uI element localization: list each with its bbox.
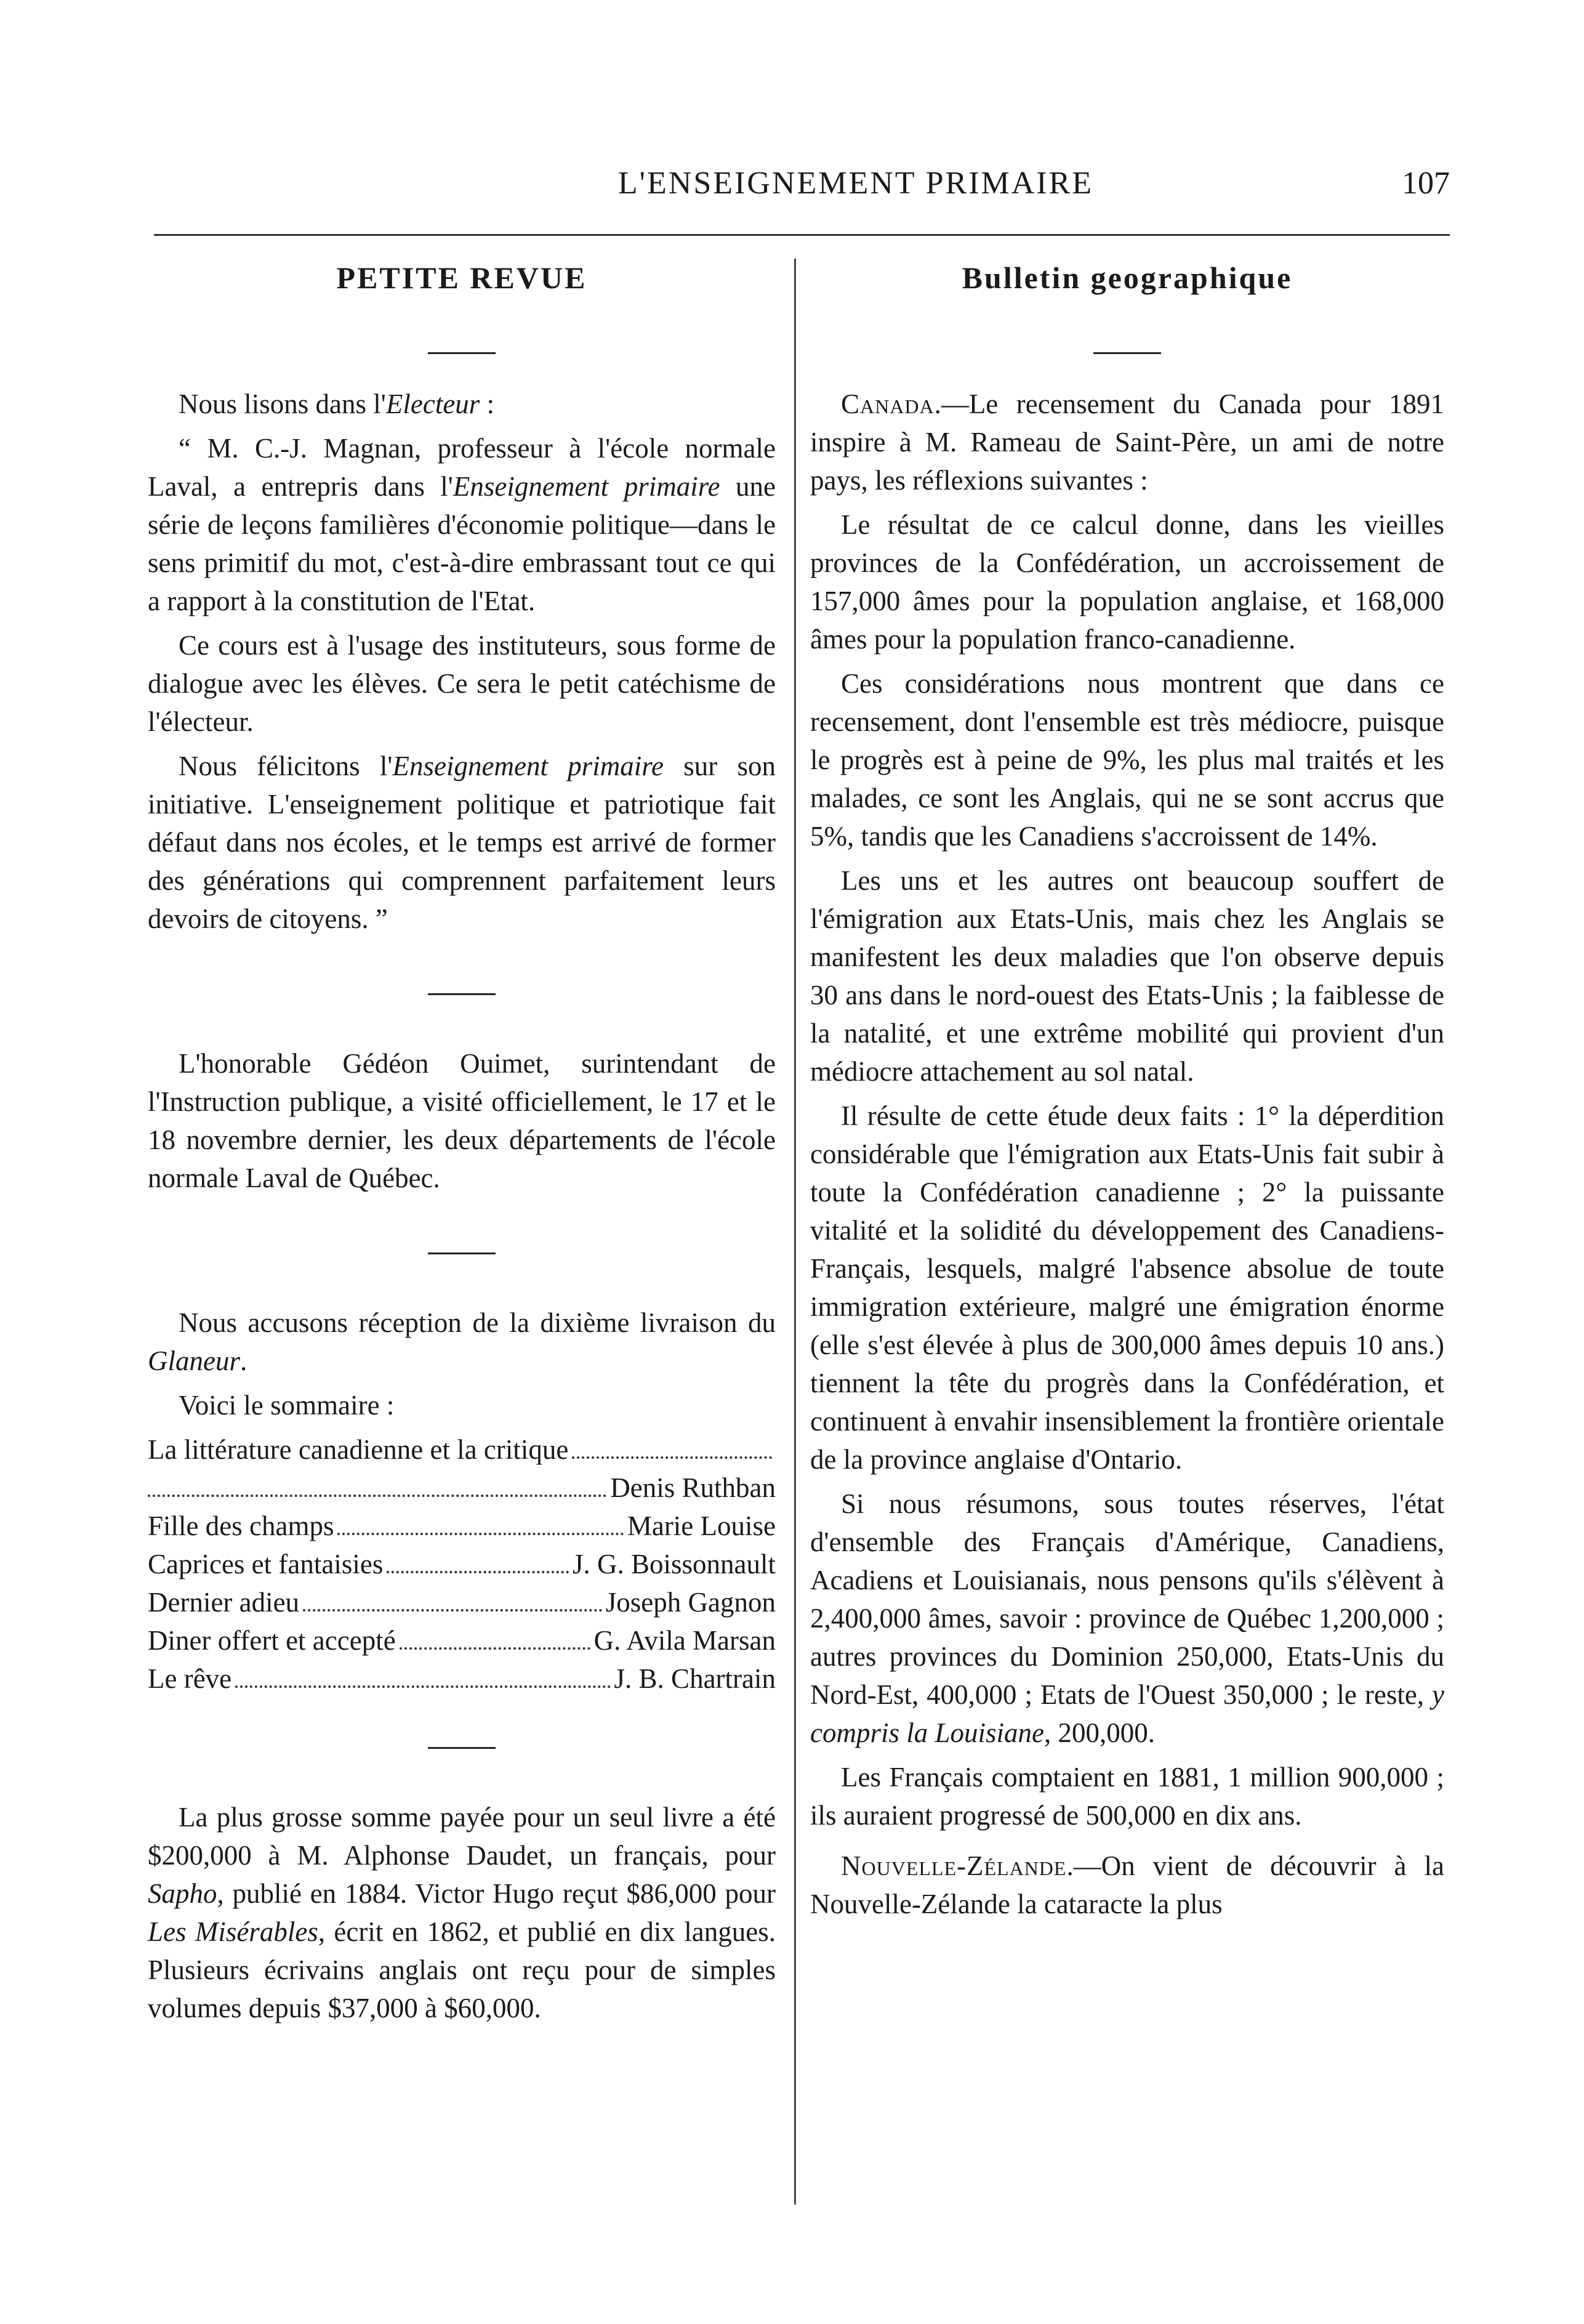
italic-text: Glaneur — [148, 1346, 240, 1376]
running-title: L'ENSEIGNEMENT PRIMAIRE — [617, 166, 1094, 201]
paragraph — [810, 1485, 1444, 1752]
text: , publié en 1884. Victor Hugo reçut $86,000 pour — [217, 1878, 776, 1909]
leader-dots — [387, 1571, 569, 1573]
text: La plus grosse somme payée pour un seul livre a été $200,000 à M. Alphonse Daudet, un français, pour — [148, 1802, 776, 1871]
italic-text: Sapho — [148, 1878, 217, 1909]
toc-title: Dernier adieu — [148, 1587, 300, 1618]
leader-dots — [303, 1609, 602, 1612]
leader-dots — [572, 1456, 772, 1459]
paragraph: Les Français comptaient en 1881, 1 million 900,000 ; ils auraient progressé de 500,000 en dix ans. — [810, 1762, 1444, 1831]
paragraph: L'honorable Gédéon Ouimet, surintendant de l'Instruction publique, a visité officiellement, le 17 et le 18 novembre dernier, les deux départements de l'école normale Laval de Québec. — [148, 1048, 776, 1193]
toc-entry — [148, 1545, 776, 1583]
italic-text: Les Misérables — [148, 1916, 318, 1947]
text: une série de leçons familières d'économie politique—dans le sens primitif du mot, c'est-à-dire embrassant tout ce qui a rapport à la constitution de l'Etat. — [148, 471, 776, 616]
text: sur son initiative. L'enseignement politique et patriotique fait défaut dans nos écoles, et le temps est arrivé de former des générations qui comprennent parfaitement leurs devoirs de citoyens. ” — [148, 751, 776, 934]
toc-author: J. B. Chartrain — [614, 1663, 776, 1694]
table-of-contents — [148, 1430, 776, 1698]
paragraph: Il résulte de cette étude deux faits : 1° la déperdition considérable que l'émigration aux Etats-Unis fait subir à toute la Confédération canadienne ; 2° la puissante vitalité et la solidité du développement des Canadiens-Français, lesquels, malgré l'absence absolue de toute immigration extérieure, malgré une émigration énorme (elle s'est élevée à plus de 300,000 âmes depuis 10 ans.) tiennent la tête du progrès dans la Confédération, et continuent à envahir insensiblement la frontière orientale de la province anglaise d'Ontario. — [810, 1100, 1444, 1475]
paragraph: Les uns et les autres ont beaucoup souffert de l'émigration aux Etats-Unis, mais chez les Anglais se manifestent les deux maladies que l'on observe depuis 30 ans dans le nord-ouest des Etats-Unis ; la faiblesse de la natalité, et une extrême mobilité qui provient d'un médiocre attachement au sol natal. — [810, 865, 1444, 1087]
leader-dots — [235, 1685, 610, 1688]
text: , 200,000. — [1044, 1717, 1156, 1748]
page-number: 107 — [1402, 166, 1450, 201]
text: “ M. C.-J. Magnan, professeur à l'école normale Laval, a entrepris dans l' — [148, 433, 776, 502]
left-column — [148, 259, 776, 2033]
text: : — [480, 389, 495, 419]
paragraph — [148, 747, 776, 938]
text: Nous félicitons l' — [179, 751, 393, 781]
small-caps-text: Canada — [841, 389, 935, 419]
italic-text: Enseignement primaire — [392, 751, 664, 781]
toc-author: Marie Louise — [627, 1511, 776, 1541]
italic-text: Electeur — [385, 389, 480, 419]
toc-author: Joseph Gagnon — [605, 1587, 776, 1618]
toc-title: Le rêve — [148, 1663, 232, 1694]
italic-text: y compris la Louisiane — [810, 1679, 1444, 1748]
toc-entry — [148, 1469, 776, 1507]
leader-dots — [148, 1495, 606, 1497]
paragraph — [810, 385, 1444, 499]
section-heading-bulletin: Bulletin geographique — [962, 260, 1293, 295]
text: .—Le recensement du Canada pour 1891 inspire à M. Rameau de Saint-Père, un ami de notre pays, les réflexions suivantes : — [810, 389, 1444, 496]
text: Nous lisons dans l' — [179, 389, 386, 419]
text: , écrit en 1862, et publié en dix langues. Plusieurs écrivains anglais ont reçu pour de simples volumes depuis $37,000 à $60,000. — [148, 1916, 776, 2023]
column-divider — [794, 259, 796, 2205]
section-heading-petite-revue: PETITE REVUE — [336, 260, 587, 295]
paragraph — [148, 385, 776, 423]
paragraph: Le résultat de ce calcul donne, dans les vieilles provinces de la Confédération, un accroissement de 157,000 âmes pour la population anglaise, et 168,000 âmes pour la population franco-canadienne. — [810, 509, 1444, 655]
toc-author: J. G. Boissonnault — [572, 1549, 776, 1580]
page-header — [154, 165, 1450, 214]
small-caps-text: Nouvelle-Zélande — [841, 1850, 1067, 1881]
text: . — [240, 1346, 247, 1376]
toc-title: Diner offert et accepté — [148, 1625, 396, 1656]
toc-title: Fille des champs — [148, 1511, 334, 1541]
toc-entry — [148, 1507, 776, 1545]
toc-entry — [148, 1583, 776, 1621]
text: Nous accusons réception de la dixième livraison du — [179, 1307, 776, 1338]
leader-dots — [400, 1647, 590, 1650]
italic-text: Enseignement primaire — [452, 471, 720, 502]
text: .—On vient de découvrir à la Nouvelle-Zélande la cataracte la plus — [810, 1850, 1444, 1919]
paragraph — [810, 1847, 1444, 1923]
toc-author: Denis Ruthban — [610, 1472, 776, 1503]
toc-title: Caprices et fantaisies — [148, 1549, 384, 1580]
right-column — [810, 259, 1444, 1929]
paragraph — [148, 1798, 776, 2027]
paragraph — [148, 1304, 776, 1380]
toc-title: La littérature canadienne et la critique — [148, 1434, 569, 1465]
leader-dots — [337, 1533, 623, 1535]
paragraph: Ces considérations nous montrent que dans ce recensement, dont l'ensemble est très médiocre, puisque le progrès est à peine de 9%, les plus mal traités et les malades, ce sont les Anglais, qui ne se sont accrus que 5%, tandis que les Canadiens s'accroissent de 14%. — [810, 668, 1444, 852]
paragraph: Ce cours est à l'usage des instituteurs, sous forme de dialogue avec les élèves. Ce sera le petit catéchisme de l'électeur. — [148, 630, 776, 737]
header-rule — [154, 234, 1450, 236]
toc-entry — [148, 1621, 776, 1660]
paragraph — [148, 429, 776, 620]
paragraph: Voici le sommaire : — [179, 1390, 395, 1421]
toc-entry — [148, 1430, 776, 1469]
text: Si nous résumons, sous toutes réserves, l'état d'ensemble des Français d'Amérique, Canadiens, Acadiens et Louisianais, nous pensons qu'ils s'élèvent à 2,400,000 âmes, savoir : province de Québec 1,200,000 ; autres provinces du Dominion 250,000, Etats-Unis du Nord-Est, 400,000 ; Etats de l'Ouest 350,000 ; le reste, — [810, 1488, 1444, 1710]
toc-author: G. Avila Marsan — [593, 1625, 776, 1656]
toc-entry — [148, 1660, 776, 1698]
